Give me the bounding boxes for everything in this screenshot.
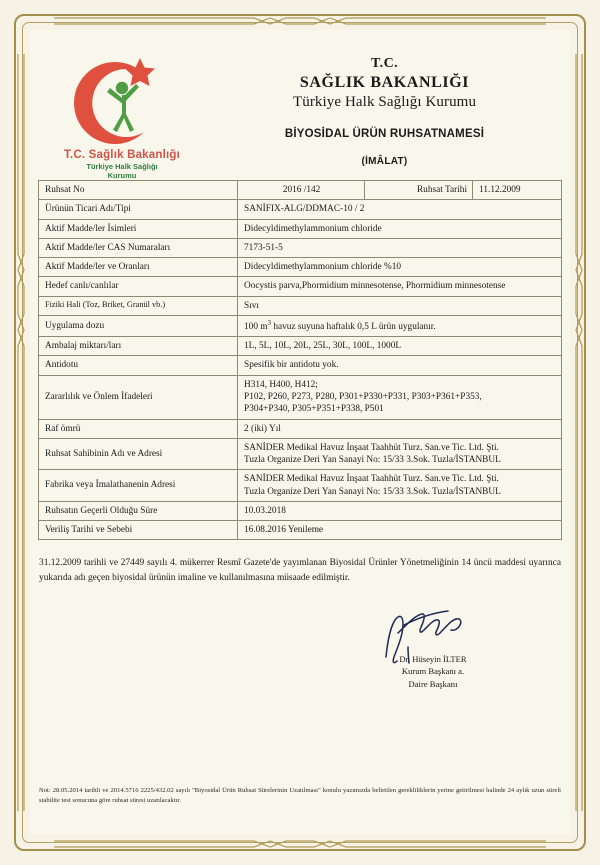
license-no-label: Ruhsat No (39, 181, 238, 200)
row-label: Ruhsat Sahibinin Adı ve Adresi (39, 438, 238, 470)
table-row (39, 419, 562, 438)
document-kind: (İMÂLAT) (361, 156, 408, 167)
logo-wordmark: T.C. Sağlık Bakanlığı (63, 149, 181, 161)
row-value: Spesifik bir antidotu yok. (238, 356, 562, 375)
table-row (39, 521, 562, 540)
table-row (39, 219, 562, 238)
footnote: Not: 28.05.2014 tarihli ve 2014.5716 2225/432.02 sayılı "Biyosidal Ürün Ruhsat Sürelerinin Uzatılması" konulu yazımızda belirtilen gerekliliklerin yerine getirilmesi halinde 24 aylık uzun süreli stabilite test sonucuna göre ruhsat süresi uzatılacaktır. (39, 786, 561, 805)
signature-block (30, 613, 570, 705)
document-title: BİYOSİDAL ÜRÜN RUHSATNAMESİ (284, 128, 485, 140)
row-value: SANİDER Medikal Havuz İnşaat Taahhüt Turz. San.ve Tic. Ltd. Şti. Tuzla Organize Deri Yan Sanayi No: 15/33 3.Sok. Tuzla/İSTANBUL (238, 438, 562, 470)
signatory-details (338, 653, 528, 690)
row-value: Didecyldimethylammonium chloride (238, 219, 562, 238)
row-label: Aktif Madde/ler CAS Numaraları (39, 238, 238, 257)
institution-title: Türkiye Halk Sağlığı Kurumu (292, 94, 477, 110)
row-label: Ürünün Ticari Adı/Tipi (39, 200, 238, 219)
document-header (30, 30, 570, 180)
table-row (39, 337, 562, 356)
row-label: Aktif Madde/ler ve Oranları (39, 258, 238, 277)
row-value: 1L, 5L, 10L, 20L, 25L, 30L, 100L, 1000L (238, 337, 562, 356)
certificate-table-wrap (38, 180, 562, 540)
signatory-name: Dr. Hüseyin İLTER (399, 653, 467, 664)
ministry-crest-icon (66, 52, 178, 148)
republic-title: T.C. (370, 56, 398, 71)
table-row (39, 296, 562, 315)
table-row (39, 375, 562, 419)
signatory-title-2: Daire Başkanı (408, 678, 458, 689)
row-label: Aktif Madde/ler İsimleri (39, 219, 238, 238)
ministry-logo (58, 52, 186, 181)
signatory-title-1: Kurum Başkanı a. (401, 666, 465, 677)
logo-subline-1: Türkiye Halk Sağlığı (86, 162, 158, 171)
table-row (39, 438, 562, 470)
certificate-detail-rows (39, 200, 562, 540)
row-value: Didecyldimethylammonium chloride %10 (238, 258, 562, 277)
logo-subline-2: Kurumu (107, 171, 137, 181)
table-row (39, 200, 562, 219)
row-label: Hedef canlı/canlılar (39, 277, 238, 296)
row-value: Sıvı (238, 296, 562, 315)
table-row (39, 356, 562, 375)
row-value: 10.03.2018 (238, 501, 562, 520)
row-label: Raf ömrü (39, 419, 238, 438)
paper-surface (30, 30, 570, 835)
certificate-table-body (39, 181, 562, 200)
title-block (205, 56, 564, 167)
table-row (39, 470, 562, 502)
table-row (39, 315, 562, 336)
table-row (39, 238, 562, 257)
certificate-table (38, 180, 562, 540)
row-label: Ruhsatın Geçerli Olduğu Süre (39, 501, 238, 520)
row-label: Zararlılık ve Önlem İfadeleri (39, 375, 238, 419)
ministry-title: SAĞLIK BAKANLIĞI (299, 74, 470, 91)
row-label: Uygulama dozu (39, 315, 238, 336)
row-label: Fiziki Hali (Toz, Briket, Granül vb.) (39, 296, 238, 315)
row-value: SANİDER Medikal Havuz İnşaat Taahhüt Turz. San.ve Tic. Ltd. Şti. Tuzla Organize Deri Yan Sanayi No: 15/33 3.Sok. Tuzla/İSTANBUL (238, 470, 562, 502)
row-value: 16.08.2016 Yenileme (238, 521, 562, 540)
row-label: Antidotu (39, 356, 238, 375)
table-row (39, 501, 562, 520)
row-value: Oocystis parva,Phormidium minnesotense, Phormidium minnesotense (238, 277, 562, 296)
table-row-license-no (39, 181, 562, 200)
row-value: 100 $m^3$ havuz suyuna haftalık 0,5 L ürün uygulanır. (238, 315, 562, 336)
row-label: Fabrika veya İmalathanenin Adresi (39, 470, 238, 502)
table-row (39, 258, 562, 277)
license-date-value: 11.12.2009 (473, 181, 562, 200)
license-date-label: Ruhsat Tarihi (365, 181, 473, 200)
row-value: 2 (iki) Yıl (238, 419, 562, 438)
license-no-value: 2016 /142 (238, 181, 365, 200)
row-value: 7173-51-5 (238, 238, 562, 257)
row-value: SANİFIX-ALG/DDMAC-10 / 2 (238, 200, 562, 219)
row-value: H314, H400, H412; P102, P260, P273, P280, P301+P330+P331, P303+P361+P353, P304+P340, P305+P351+P338, P501 (238, 375, 562, 419)
table-row (39, 277, 562, 296)
logo-subline (58, 162, 186, 181)
row-label: Veriliş Tarihi ve Sebebi (39, 521, 238, 540)
row-label: Ambalaj miktarı/ları (39, 337, 238, 356)
authorization-statement: 31.12.2009 tarihli ve 27449 sayılı 4. mükerrer Resmî Gazete'de yayımlanan Biyosidal Ürünler Yönetmeliğinin 14 üncü maddesi uyarınca yukarıda adı geçen biyosidal ürünün imaline ve kullanılmasına müsaade edilmiştir. (39, 558, 561, 583)
